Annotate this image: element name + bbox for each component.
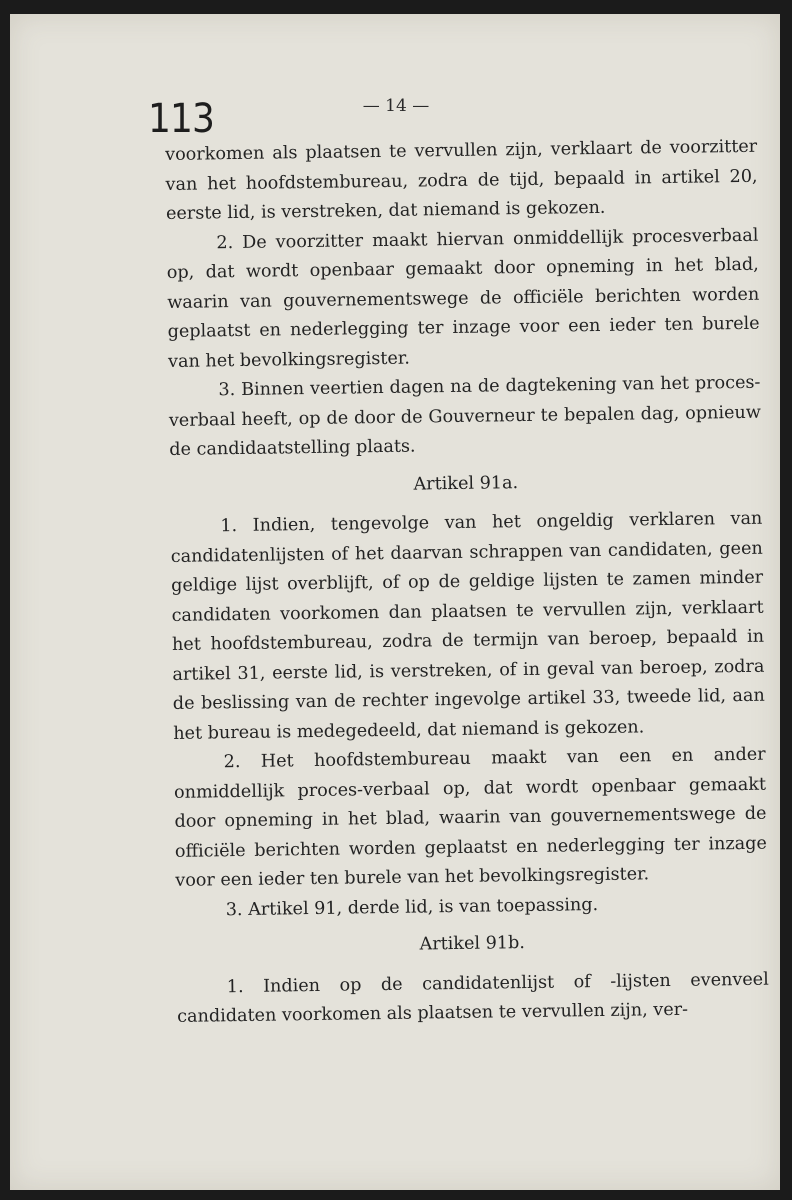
paragraph: 2. De voorzitter maakt hiervan onmiddellijk procesverbaal op, dat wordt openbaar gemaakt door opneming in het blad, waarin van gouvernementswege de officiële berichten worden geplaatst en nederlegging ter inzage voor een ieder ten burele van het bevolkingsregister. [166, 225, 760, 372]
paragraph: 3. Artikel 91, derde lid, is van toepassing. [225, 894, 599, 920]
paragraph: 2. Het hoofdstembureau maakt van een en ander onmiddellijk proces-verbaal op, dat wordt openbaar gemaakt door opneming in het blad, waarin van gouvernementswege de officiële berichten worden geplaatst en nederlegging ter inzage voor een ieder ten burele van het bevolkingsregister. [173, 744, 768, 891]
paragraph: 3. Binnen veertien dagen na de dagtekening van het proces-verbaal heeft, op de door de Gouverneur te bepalen dag, opnieuw de candidaatstelling plaats. [168, 372, 761, 460]
article-heading: Artikel 91b. [419, 933, 526, 955]
paragraph: 1. Indien, tengevolge van het ongeldig verklaren van candidatenlijsten of het daarvan schrappen van candidaten, geen geldige lijst overblijft, of op de geldige lijsten te zamen minder candidaten voorkomen dan plaatsen te vervullen zijn, verklaart het hoofdstembureau, zodra de termijn van beroep, bepaald in artikel 31, eerste lid, is verstreken, of in geval van beroep, zodra de beslissing van de rechter ingevolge artikel 33, tweede lid, aan het bureau is medegedeeld, dat niemand is gekozen. [170, 508, 765, 744]
article-heading: Artikel 91a. [413, 472, 519, 495]
running-head: — 14 — [362, 96, 430, 116]
body-text [165, 133, 769, 1033]
paragraph: voorkomen als plaatsen te vervullen zijn, verklaart de voorzitter van het hoofdstembureau, zodra de tijd, bepaald in artikel 20, eerste lid, is verstreken, dat niemand is gekozen. [165, 136, 758, 224]
paragraph: 1. Indien op de candidatenlijst of -lijsten evenveel candidaten voorkomen als plaatsen te vervullen zijn, ver- [177, 969, 769, 1027]
page-number: 113 [148, 96, 215, 142]
